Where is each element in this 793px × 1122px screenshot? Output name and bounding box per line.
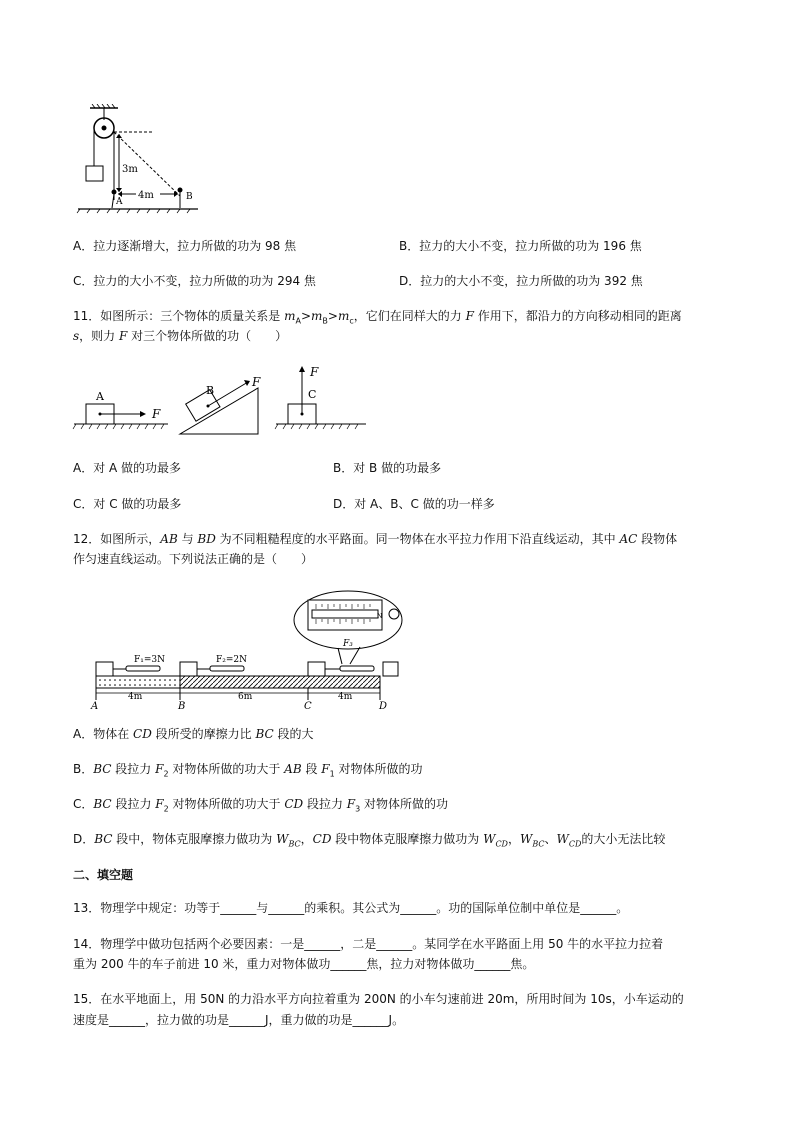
point-c: C	[304, 701, 312, 710]
force-c-label: F	[310, 365, 319, 379]
distance-ab: 4m	[128, 692, 143, 702]
force-f3-label: F₃	[343, 639, 353, 649]
block-a-label: A	[96, 390, 104, 403]
q11-option-b[interactable]: B．对 B 做的功最多	[333, 461, 442, 475]
q12-figure	[88, 588, 413, 710]
pulley-figure	[72, 104, 202, 216]
q14-line1: 14．物理学中做功包括两个必要因素：一是______，二是______。某同学在水平路面上用 50 牛的水平拉力拉着	[73, 937, 664, 951]
point-a-label: A	[116, 197, 123, 207]
q12-stem-line2: 作匀速直线运动。下列说法正确的是（ ）	[73, 552, 314, 566]
q10-option-a[interactable]: A．拉力逐渐增大，拉力所做的功为 98 焦	[73, 239, 297, 253]
point-d: D	[379, 701, 388, 710]
q10-option-c[interactable]: C．拉力的大小不变，拉力所做的功为 294 焦	[73, 274, 316, 288]
point-b: B	[178, 701, 186, 710]
q12-option-d[interactable]: D．BC 段中，物体克服摩擦力做功为 $W_{BC}$，CD 段中物体克服摩擦力做功为 $W_{CD}$，$W_{BC}$、$W_{CD}$的大小无法比较	[73, 832, 666, 849]
q10-option-d[interactable]: D．拉力的大小不变，拉力所做的功为 392 焦	[399, 274, 643, 288]
q11-stem-line2: s，则力 F 对三个物体所做的功（ ）	[73, 329, 288, 343]
section-heading: 二、填空题	[73, 868, 134, 882]
q11-option-a[interactable]: A．对 A 做的功最多	[73, 461, 182, 475]
q12-option-b[interactable]: B．BC 段拉力 $F_2$ 对物体所做的功大于 AB 段 $F_1$ 对物体所做的功	[73, 762, 423, 779]
spring-scale-unit: N	[377, 613, 383, 620]
q11-option-d[interactable]: D．对 A、B、C 做的功一样多	[333, 497, 495, 511]
point-b-label: B	[186, 192, 193, 202]
force-a-label: F	[152, 407, 161, 421]
distance-cd: 4m	[338, 692, 353, 702]
distance-bc: 6m	[238, 692, 253, 702]
q11-option-c[interactable]: C．对 C 做的功最多	[73, 497, 182, 511]
q15-line2: 速度是______，拉力做的功是______J，重力做的功是______J。	[73, 1013, 405, 1027]
force-b-label: F	[252, 375, 261, 389]
q14-line2: 重为 200 牛的车子前进 10 米，重力对物体做功______焦，拉力对物体做功______焦。	[73, 957, 535, 971]
distance-label: 4m	[138, 190, 154, 201]
q12-option-c[interactable]: C．BC 段拉力 $F_2$ 对物体所做的功大于 CD 段拉力 $F_3$ 对物体所做的功	[73, 797, 449, 814]
q11-figure	[72, 362, 372, 440]
point-a: A	[91, 701, 99, 710]
q12-option-a[interactable]: A．物体在 CD 段所受的摩擦力比 BC 段的大	[73, 727, 314, 741]
force-f2-label: F₂=2N	[216, 655, 247, 665]
q13-text: 13．物理学中规定：功等于______与______的乘积。其公式为______。功的国际单位制中单位是______。	[73, 901, 629, 915]
q15-line1: 15．在水平地面上，用 50N 的力沿水平方向拉着重为 200N 的小车匀速前进 20m，所用时间为 10s，小车运动的	[73, 992, 684, 1006]
height-label: 3m	[122, 164, 138, 175]
force-f1-label: F₁=3N	[134, 655, 165, 665]
block-c-label: C	[308, 388, 317, 401]
q11-stem-line1: 11．如图所示：三个物体的质量关系是 $m_A>m_B>m_c$，它们在同样大的力 F 作用下，都沿力的方向移动相同的距离	[73, 309, 682, 326]
q12-stem-line1: 12．如图所示，AB 与 BD 为不同粗糙程度的水平路面。同一物体在水平拉力作用下沿直线运动，其中 AC 段物体	[73, 532, 678, 546]
block-b-label: B	[206, 384, 215, 397]
q10-option-b[interactable]: B．拉力的大小不变，拉力所做的功为 196 焦	[399, 239, 642, 253]
